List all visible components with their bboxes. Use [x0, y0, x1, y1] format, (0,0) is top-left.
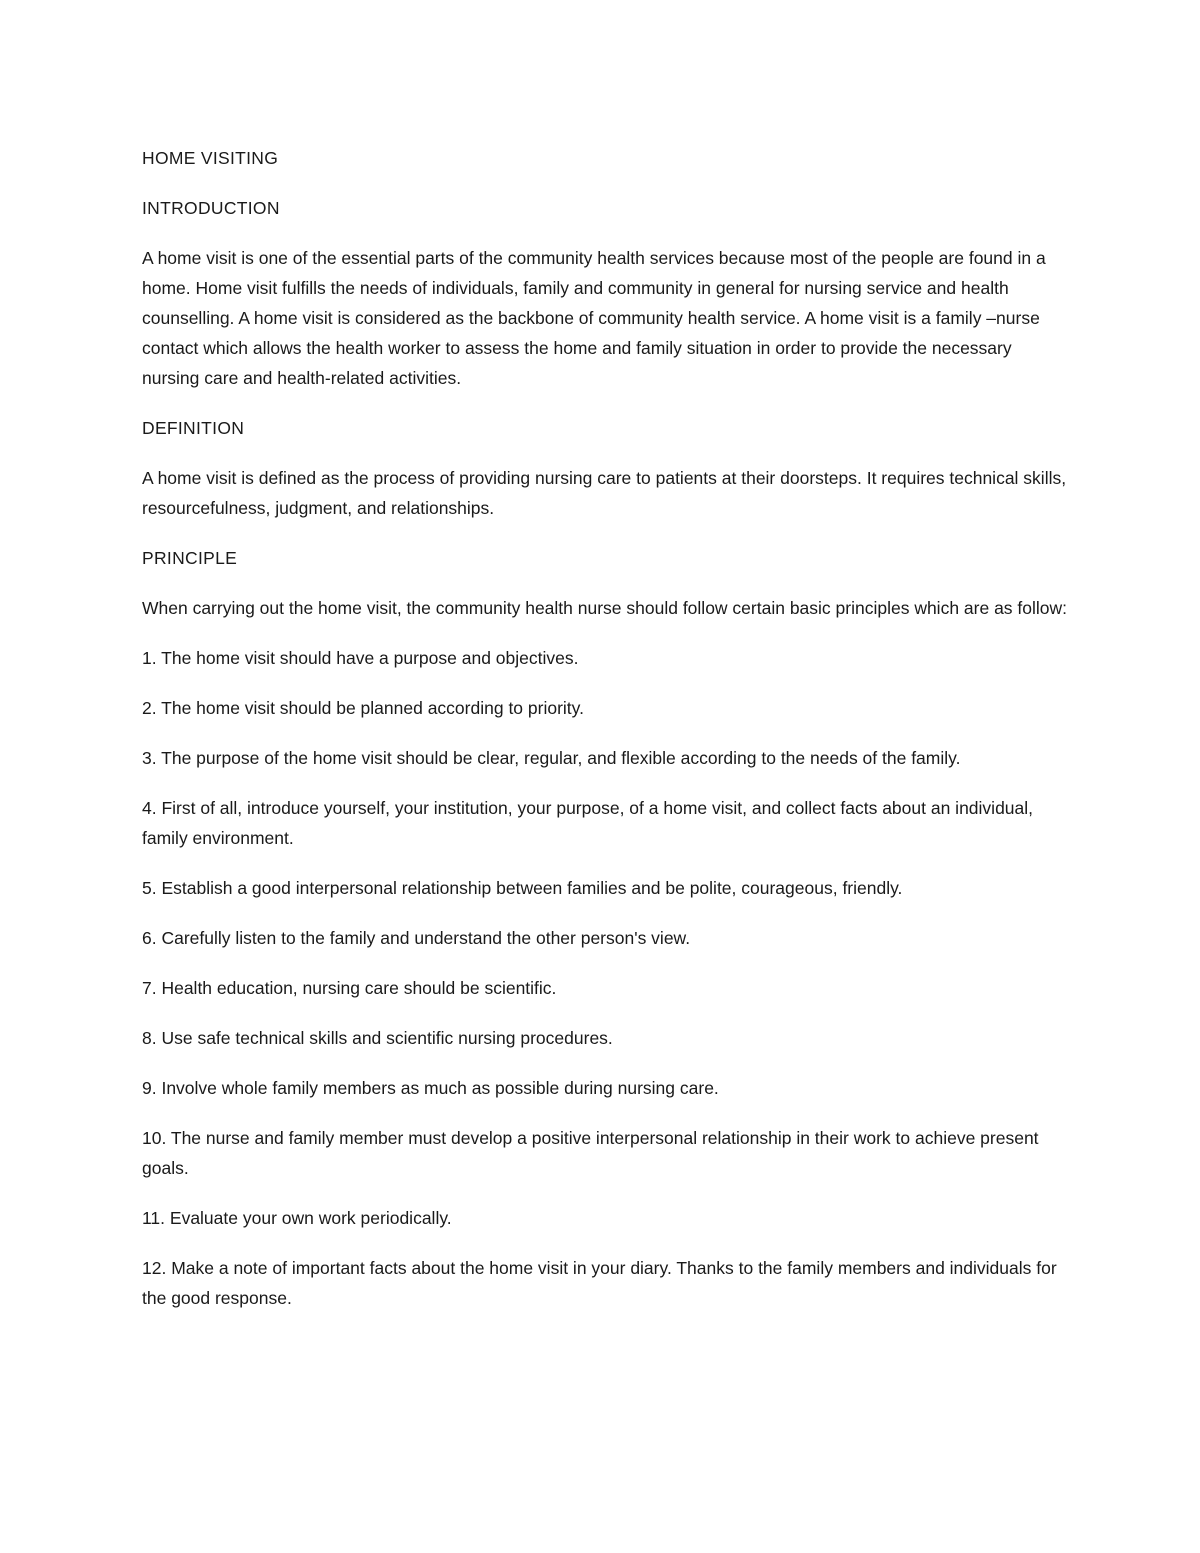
principle-item-2: 2. The home visit should be planned according to priority. — [142, 698, 584, 718]
principle-item-3: 3. The purpose of the home visit should be clear, regular, and flexible according to the needs of the family. — [142, 748, 961, 768]
principle-item-12: 12. Make a note of important facts about the home visit in your diary. Thanks to the family members and individuals for the good response. — [142, 1258, 1057, 1308]
principle-item-10: 10. The nurse and family member must develop a positive interpersonal relationship in their work to achieve present goals. — [142, 1128, 1039, 1178]
principle-item-5: 5. Establish a good interpersonal relationship between families and be polite, courageous, friendly. — [142, 878, 903, 898]
introduction-heading: INTRODUCTION — [142, 198, 280, 218]
principle-item-9: 9. Involve whole family members as much as possible during nursing care. — [142, 1078, 719, 1098]
principle-item-8: 8. Use safe technical skills and scientific nursing procedures. — [142, 1028, 613, 1048]
document-body — [142, 143, 1072, 1333]
definition-heading: DEFINITION — [142, 418, 245, 438]
principle-item-7: 7. Health education, nursing care should be scientific. — [142, 978, 557, 998]
principle-item-4: 4. First of all, introduce yourself, your institution, your purpose, of a home visit, and collect facts about an individual, family environment. — [142, 798, 1034, 848]
principle-item-6: 6. Carefully listen to the family and understand the other person's view. — [142, 928, 691, 948]
principle-item-1: 1. The home visit should have a purpose and objectives. — [142, 648, 579, 668]
document-title: HOME VISITING — [142, 148, 279, 168]
principle-intro-paragraph: When carrying out the home visit, the community health nurse should follow certain basic principles which are as follow: — [142, 598, 1068, 618]
definition-paragraph: A home visit is defined as the process of providing nursing care to patients at their doorsteps. It requires technical skills, resourcefulness, judgment, and relationships. — [142, 468, 1067, 518]
principle-item-11: 11. Evaluate your own work periodically. — [142, 1208, 452, 1228]
principle-heading: PRINCIPLE — [142, 548, 238, 568]
introduction-paragraph: A home visit is one of the essential parts of the community health services because most of the people are found in a home. Home visit fulfills the needs of individuals, family and community in general for nursing service and health counselling. A home visit is considered as the backbone of community health service. A home visit is a family –nurse contact which allows the health worker to assess the home and family situation in order to provide the necessary nursing care and health-related activities. — [142, 248, 1046, 388]
